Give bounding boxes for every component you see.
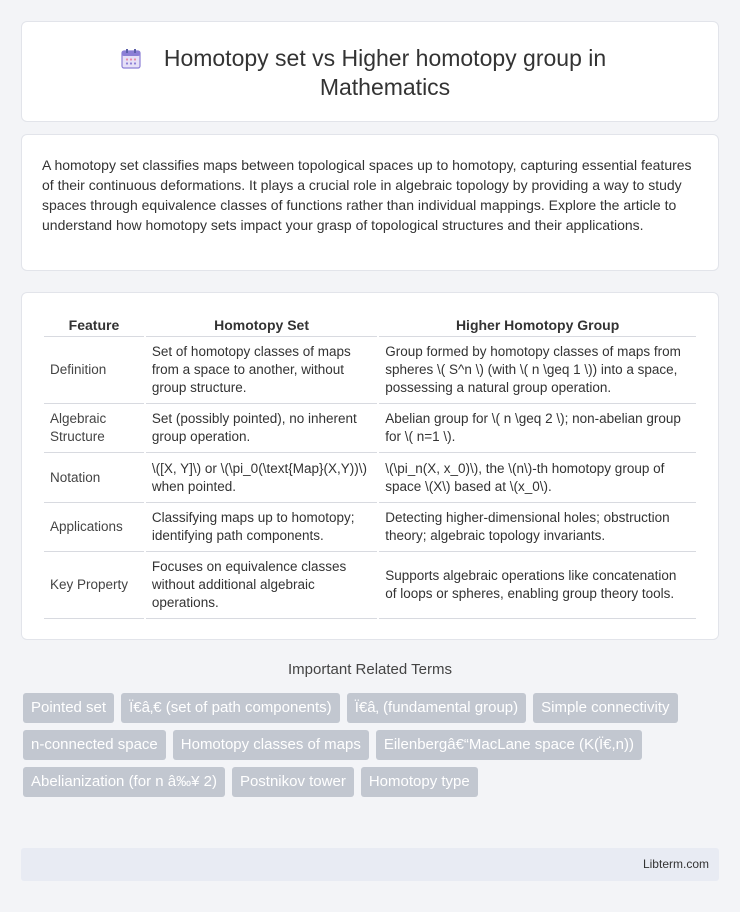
table-cell-feature: Key Property — [44, 552, 144, 619]
related-term-tag[interactable]: n-connected space — [23, 730, 166, 760]
intro-card — [21, 134, 719, 271]
related-term-tag[interactable]: Ï€â‚ (fundamental group) — [347, 693, 526, 723]
intro-paragraph: A homotopy set classifies maps between topological spaces up to homotopy, capturing essential features of their continuous deformations. It plays a crucial role in algebraic topology by providing a way to study spaces through equivalence classes of functions rather than individual mappings. Explore the article to understand how homotopy sets impact your grasp of topological structures and their applications. — [42, 157, 692, 233]
table-row — [44, 552, 696, 619]
table-cell: Set of homotopy classes of maps from a space to another, without group structure. — [146, 337, 377, 404]
related-term-tag[interactable]: Ï€â‚€ (set of path components) — [121, 693, 340, 723]
comparison-table-card — [21, 292, 719, 640]
table-cell: \(\pi_n(X, x_0)\), the \(n\)-th homotopy group of space \(X\) based at \(x_0\). — [379, 453, 696, 503]
related-term-tag[interactable]: Abelianization (for n â‰¥ 2) — [23, 767, 225, 797]
table-row — [44, 503, 696, 552]
table-cell-feature: Definition — [44, 337, 144, 404]
table-cell-feature: Algebraic Structure — [44, 404, 144, 453]
related-term-tag[interactable]: Eilenbergâ€“MacLane space (K(Ï€,n)) — [376, 730, 642, 760]
column-header-feature: Feature — [44, 313, 144, 337]
table-header-row — [44, 313, 696, 337]
footer — [21, 848, 719, 881]
table-cell: Classifying maps up to homotopy; identifying path components. — [146, 503, 377, 552]
table-row — [44, 337, 696, 404]
title-card — [21, 21, 719, 122]
table-cell: Abelian group for \( n \geq 2 \); non-abelian group for \( n=1 \). — [379, 404, 696, 453]
related-term-tag[interactable]: Simple connectivity — [533, 693, 677, 723]
table-cell: \([X, Y]\) or \(\pi_0(\text{Map}(X,Y))\) when pointed. — [146, 453, 377, 503]
table-cell: Group formed by homotopy classes of maps from spheres \( S^n \) (with \( n \geq 1 \)) into a space, possessing a natural group operation. — [379, 337, 696, 404]
table-row — [44, 453, 696, 503]
table-cell: Focuses on equivalence classes without additional algebraic operations. — [146, 552, 377, 619]
table-cell-feature: Notation — [44, 453, 144, 503]
column-header-higher-homotopy-group: Higher Homotopy Group — [379, 313, 696, 337]
column-header-homotopy-set: Homotopy Set — [146, 313, 377, 337]
related-terms-list — [23, 693, 683, 797]
table-row — [44, 404, 696, 453]
table-cell-feature: Applications — [44, 503, 144, 552]
footer-site-link[interactable]: Libterm.com — [642, 857, 709, 871]
related-term-tag[interactable]: Homotopy classes of maps — [173, 730, 369, 760]
page-title: Homotopy set vs Higher homotopy group in Mathematics — [163, 45, 607, 100]
related-term-tag[interactable]: Homotopy type — [361, 767, 478, 797]
table-cell: Detecting higher-dimensional holes; obstruction theory; algebraic topology invariants. — [379, 503, 696, 552]
related-term-tag[interactable]: Postnikov tower — [232, 767, 354, 797]
table-cell: Set (possibly pointed), no inherent group operation. — [146, 404, 377, 453]
related-term-tag[interactable]: Pointed set — [23, 693, 114, 723]
table-cell: Supports algebraic operations like concatenation of loops or spheres, enabling group theory tools. — [379, 552, 696, 619]
comparison-table — [42, 313, 698, 619]
related-terms-heading: Important Related Terms — [288, 661, 452, 678]
